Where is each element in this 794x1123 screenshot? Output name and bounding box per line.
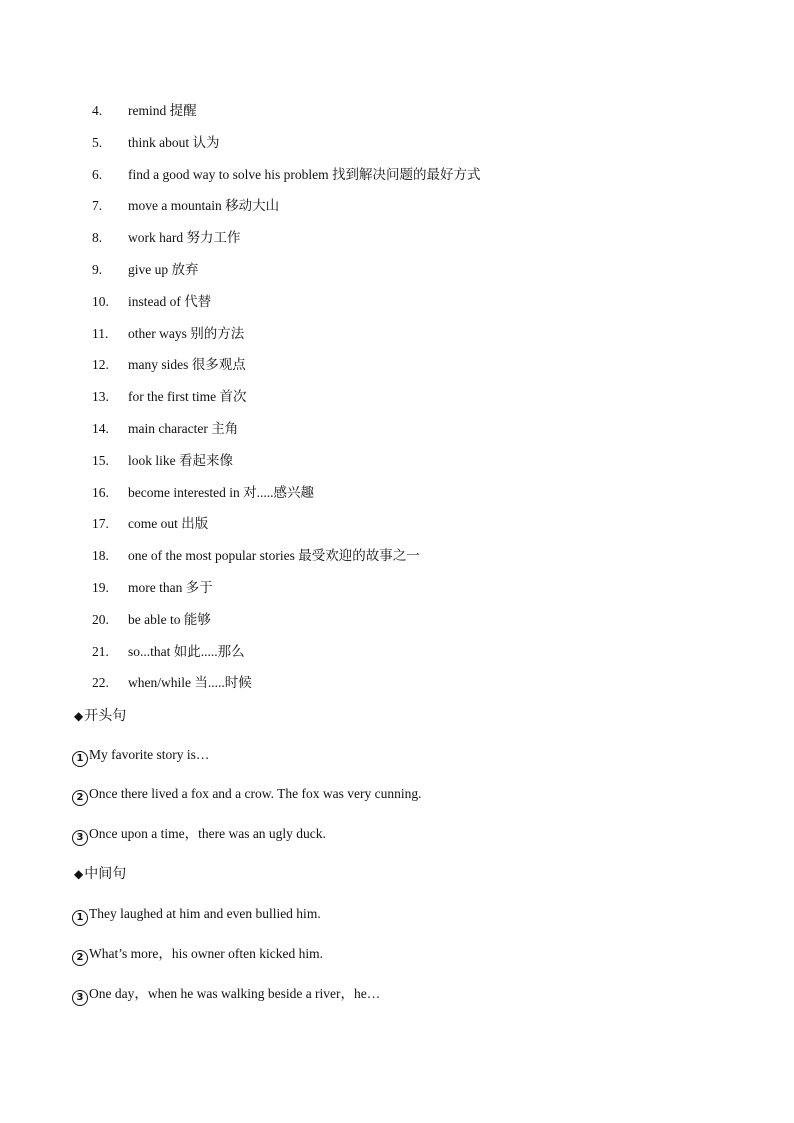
item-text: main character 主角 (128, 420, 239, 436)
sentence-text: Once upon a time，there was an ugly duck. (89, 826, 326, 841)
item-text: think about 认为 (128, 134, 220, 150)
sentence-item (72, 942, 323, 966)
list-item (0, 322, 794, 354)
sentence-item (72, 743, 209, 767)
item-text: many sides 很多观点 (128, 357, 246, 373)
list-item (0, 99, 794, 131)
item-number: 12. (92, 357, 109, 373)
item-text: so...that 如此.....那么 (128, 643, 245, 659)
list-item (0, 258, 794, 290)
item-number: 14. (92, 420, 109, 436)
item-text: when/while 当.....时候 (128, 675, 252, 691)
item-text: become interested in 对.....感兴趣 (128, 484, 314, 500)
sentence-text: One day，when he was walking beside a river，he… (89, 986, 381, 1001)
circled-number-icon: 3 (72, 830, 88, 846)
item-number: 6. (92, 166, 103, 182)
item-text: more than 多于 (128, 579, 213, 595)
item-text: instead of 代替 (128, 293, 212, 309)
list-item (0, 544, 794, 576)
item-number: 16. (92, 484, 109, 500)
item-number: 13. (92, 389, 109, 405)
list-item (0, 671, 794, 703)
list-item (0, 640, 794, 672)
list-item (0, 194, 794, 226)
list-item (0, 131, 794, 163)
item-text: come out 出版 (128, 516, 209, 532)
item-text: one of the most popular stories 最受欢迎的故事之一 (128, 548, 420, 564)
item-number: 11. (92, 325, 109, 341)
item-text: work hard 努力工作 (128, 230, 241, 246)
item-number: 18. (92, 548, 109, 564)
item-number: 9. (92, 261, 103, 277)
list-item (0, 417, 794, 449)
section-heading-middle (74, 862, 126, 887)
list-item (0, 608, 794, 640)
item-text: for the first time 首次 (128, 389, 247, 405)
item-text: look like 看起来像 (128, 452, 233, 468)
list-item (0, 385, 794, 417)
diamond-bullet-icon: ◆ (74, 867, 84, 881)
sentence-text: What’s more，his owner often kicked him. (89, 946, 323, 961)
item-text: be able to 能够 (128, 611, 211, 627)
sentence-item (72, 782, 422, 806)
item-number: 20. (92, 611, 109, 627)
list-item (0, 512, 794, 544)
circled-number-icon: 2 (72, 950, 88, 966)
item-number: 8. (92, 230, 103, 246)
item-number: 4. (92, 103, 103, 118)
item-number: 19. (92, 579, 109, 595)
sentence-item (72, 822, 326, 846)
section-title: 开头句 (84, 709, 127, 724)
list-item (0, 163, 794, 195)
item-number: 21. (92, 643, 109, 659)
item-number: 7. (92, 198, 103, 214)
item-number: 10. (92, 293, 109, 309)
item-number: 5. (92, 134, 103, 150)
item-text: other ways 别的方法 (128, 325, 245, 341)
sentence-text: Once there lived a fox and a crow. The fox was very cunning. (89, 786, 422, 801)
item-text: find a good way to solve his problem 找到解决问题的最好方式 (128, 166, 481, 182)
section-heading-opening (74, 704, 126, 729)
circled-number-icon: 1 (72, 751, 88, 767)
item-text: remind 提醒 (128, 103, 197, 118)
item-text: move a mountain 移动大山 (128, 198, 280, 214)
list-item (0, 449, 794, 481)
diamond-bullet-icon: ◆ (74, 709, 84, 723)
list-item (0, 226, 794, 258)
circled-number-icon: 2 (72, 790, 88, 806)
item-number: 22. (92, 675, 109, 691)
sentence-text: They laughed at him and even bullied him. (89, 906, 321, 921)
list-item (0, 481, 794, 513)
item-text: give up 放弃 (128, 261, 199, 277)
circled-number-icon: 3 (72, 990, 88, 1006)
circled-number-icon: 1 (72, 910, 88, 926)
item-number: 15. (92, 452, 109, 468)
item-number: 17. (92, 516, 109, 532)
sentence-item (72, 902, 321, 926)
section-title: 中间句 (84, 867, 127, 882)
phrase-list (0, 99, 794, 703)
list-item (0, 576, 794, 608)
list-item (0, 290, 794, 322)
sentence-text: My favorite story is… (89, 747, 210, 762)
list-item (0, 353, 794, 385)
sentence-item (72, 982, 380, 1006)
